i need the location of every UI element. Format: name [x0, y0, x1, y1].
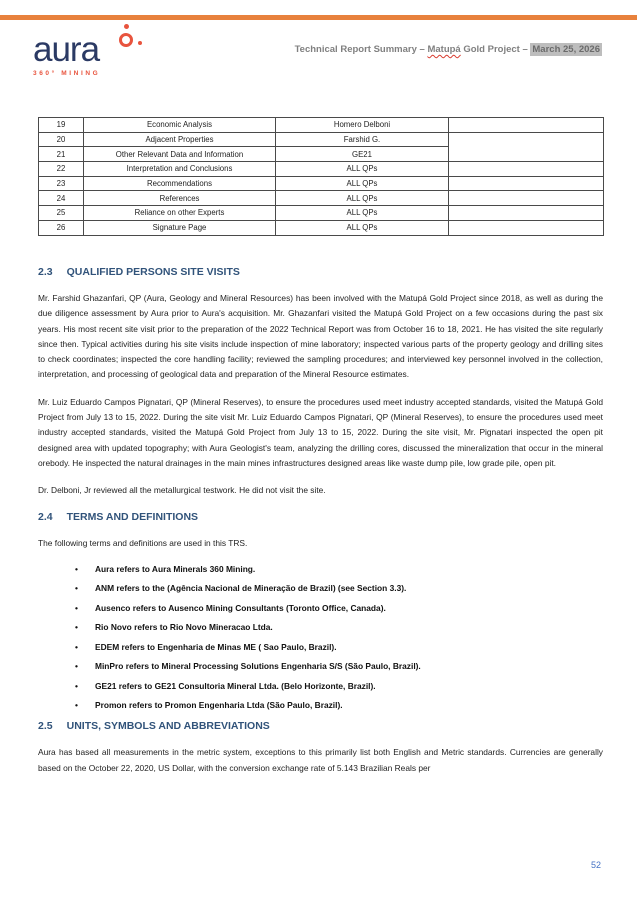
list-item: [75, 621, 603, 634]
section-cell: References: [84, 191, 276, 206]
qp-cell: GE21: [276, 147, 449, 162]
section-cell: Economic Analysis: [84, 118, 276, 133]
bullet-icon: •: [75, 602, 78, 613]
heading-qualified-persons-site-visits: [38, 266, 603, 278]
section-title: QUALIFIED PERSONS SITE VISITS: [66, 266, 240, 278]
document-body: [38, 266, 603, 788]
table-row: [39, 206, 604, 221]
list-item: [75, 641, 603, 654]
notes-cell: [449, 191, 604, 206]
heading-terms-and-definitions: [38, 511, 603, 523]
paragraph-pignatari-site-visit: Mr. Luiz Eduardo Campos Pignatari, QP (Mineral Reserves), to ensure the procedures used meet industry accepted standards, visited the Matupá Gold Project from July 13 to 15, 2022. During the site visit Mr. Luiz Eduardo Campos Pignatari, QP (Mineral Reserves), to ensure the procedures used meet industry accepted standards, visited the Matupá Gold Project from July 13 to 15, 2022. During the site visit, Mr. Pignatari inspected the open pit designed area with updated topography; with Aura Geologist's team, analyzing the drilling cores, discussed the mineralization that occur in the mineral orebody. He inspected the natural drainages in the main mines infrastructures designed areas like waste dump pile, low grade pile, open pit.: [38, 396, 603, 468]
bullet-icon: •: [75, 583, 78, 594]
row-number-cell: 25: [39, 206, 84, 221]
qp-cell: ALL QPs: [276, 220, 449, 235]
row-number-cell: 22: [39, 162, 84, 177]
definition-text: Rio Novo refers to Rio Novo Mineracao Ltda.: [95, 622, 273, 633]
header-project-word-spellcheck: Matupá: [427, 44, 461, 55]
notes-cell: [449, 118, 604, 133]
notes-cell: [449, 206, 604, 221]
qp-cell: Homero Delboni: [276, 118, 449, 133]
row-number-cell: 26: [39, 220, 84, 235]
definition-text: Aura refers to Aura Minerals 360 Mining.: [95, 563, 256, 574]
row-number-cell: 21: [39, 147, 84, 162]
notes-cell: [449, 162, 604, 177]
definitions-list: [75, 563, 603, 713]
definition-text: GE21 refers to GE21 Consultoria Mineral Ltda. (Belo Horizonte, Brazil).: [95, 680, 376, 691]
section-cell: Recommendations: [84, 176, 276, 191]
qp-cell: ALL QPs: [276, 206, 449, 221]
qp-cell: ALL QPs: [276, 162, 449, 177]
list-item: [75, 563, 603, 576]
page-number: 52: [590, 860, 601, 870]
bullet-icon: •: [75, 680, 78, 691]
qp-cell: ALL QPs: [276, 191, 449, 206]
paragraph-delboni-review: Dr. Delboni, Jr reviewed all the metallurgical testwork. He did not visit the site.: [38, 485, 326, 496]
table-row: [39, 191, 604, 206]
orbit-dot-right-icon: [138, 41, 142, 45]
qp-cell: ALL QPs: [276, 176, 449, 191]
qp-responsibility-table: [38, 117, 604, 236]
heading-units-symbols-abbreviations: [38, 720, 603, 732]
list-item: [75, 680, 603, 693]
row-number-cell: 23: [39, 176, 84, 191]
section-cell: Adjacent Properties: [84, 132, 276, 147]
header-title-part2: Gold Project –: [460, 44, 531, 55]
section-title: TERMS AND DEFINITIONS: [66, 510, 199, 523]
definition-text: EDEM refers to Engenharia de Minas ME ( Sao Paulo, Brazil).: [95, 641, 337, 652]
section-cell: Interpretation and Conclusions: [84, 162, 276, 177]
bullet-icon: •: [75, 661, 78, 672]
running-header: [295, 44, 602, 55]
logo-brand-text: aura: [33, 30, 100, 69]
notes-cell: [449, 220, 604, 235]
section-number: 2.5: [38, 720, 53, 733]
section-cell: Other Relevant Data and Information: [84, 147, 276, 162]
header-date-highlighted: March 25, 2026: [532, 44, 600, 55]
header-title-part1: Technical Report Summary –: [294, 44, 428, 55]
row-number-cell: 24: [39, 191, 84, 206]
section-number: 2.4: [38, 510, 53, 523]
definition-text: MinPro refers to Mineral Processing Solutions Engenharia S/S (São Paulo, Brazil).: [95, 661, 421, 672]
paragraph-terms-intro: The following terms and definitions are used in this TRS.: [38, 537, 248, 548]
qp-cell: Farshid G.: [276, 132, 449, 147]
section-cell: Reliance on other Experts: [84, 206, 276, 221]
section-title: UNITS, SYMBOLS AND ABBREVIATIONS: [66, 720, 270, 733]
list-item: [75, 660, 603, 673]
aura-orbit-icon: [117, 22, 147, 50]
bullet-icon: •: [75, 700, 78, 711]
definition-text: ANM refers to the (Agência Nacional de Mineração de Brazil) (see Section 3.3).: [95, 583, 407, 594]
list-item: [75, 602, 603, 615]
row-number-cell: 19: [39, 118, 84, 133]
table-row: [39, 176, 604, 191]
paragraph-units-metric: Aura has based all measurements in the metric system, exceptions to this primarily list both English and Metric standards. Currencies are generally based on the October 22, 2020, US Dollar, with the conversion exchange rate of 5.143 Brazilian Reals per: [38, 747, 603, 773]
paragraph-ghazanfari-site-visit: Mr. Farshid Ghazanfari, QP (Aura, Geology and Mineral Resources) has been involved with the Matupá Gold Project since 2018, as well as during the due diligence assessment by Aura prior to Aura's acquisition. Mr. Ghazanfari visited the Matupá Gold Project on a few occasions during the past six years. His most recent site visit prior to the preparation of the 2022 Technical Report was from October 16 to 18, 2021. He has visited the site regularly since then. Typical activities during his site visits include inspection of mine laboratory; inspected various parts of the property geology and drilling sites to check coordinates; inspected the core handling facility; reviewed the sampling procedures; and interviewed key personnel involved in the collection, interpretation, and processing of geological data and preparation of the Mineral Resource estimates.: [38, 293, 603, 380]
definition-text: Ausenco refers to Ausenco Mining Consultants (Toronto Office, Canada).: [95, 602, 386, 613]
bullet-icon: •: [75, 563, 78, 574]
orbit-ring-icon: [119, 33, 133, 47]
aura-logo: [33, 20, 163, 77]
orbit-dot-top-icon: [124, 24, 129, 29]
table-row: [39, 162, 604, 177]
definition-text: Promon refers to Promon Engenharia Ltda (São Paulo, Brazil).: [95, 700, 343, 711]
section-number: 2.3: [38, 266, 53, 278]
bullet-icon: •: [75, 641, 78, 652]
notes-cell: [449, 176, 604, 191]
list-item: [75, 699, 603, 712]
section-cell: Signature Page: [84, 220, 276, 235]
row-number-cell: 20: [39, 132, 84, 147]
notes-cell-merged: [449, 132, 604, 161]
table-row: [39, 132, 604, 147]
list-item: [75, 582, 603, 595]
table-row: [39, 118, 604, 133]
logo-tagline: 360° MINING: [33, 70, 101, 77]
bullet-icon: •: [75, 622, 78, 633]
table-row: [39, 220, 604, 235]
